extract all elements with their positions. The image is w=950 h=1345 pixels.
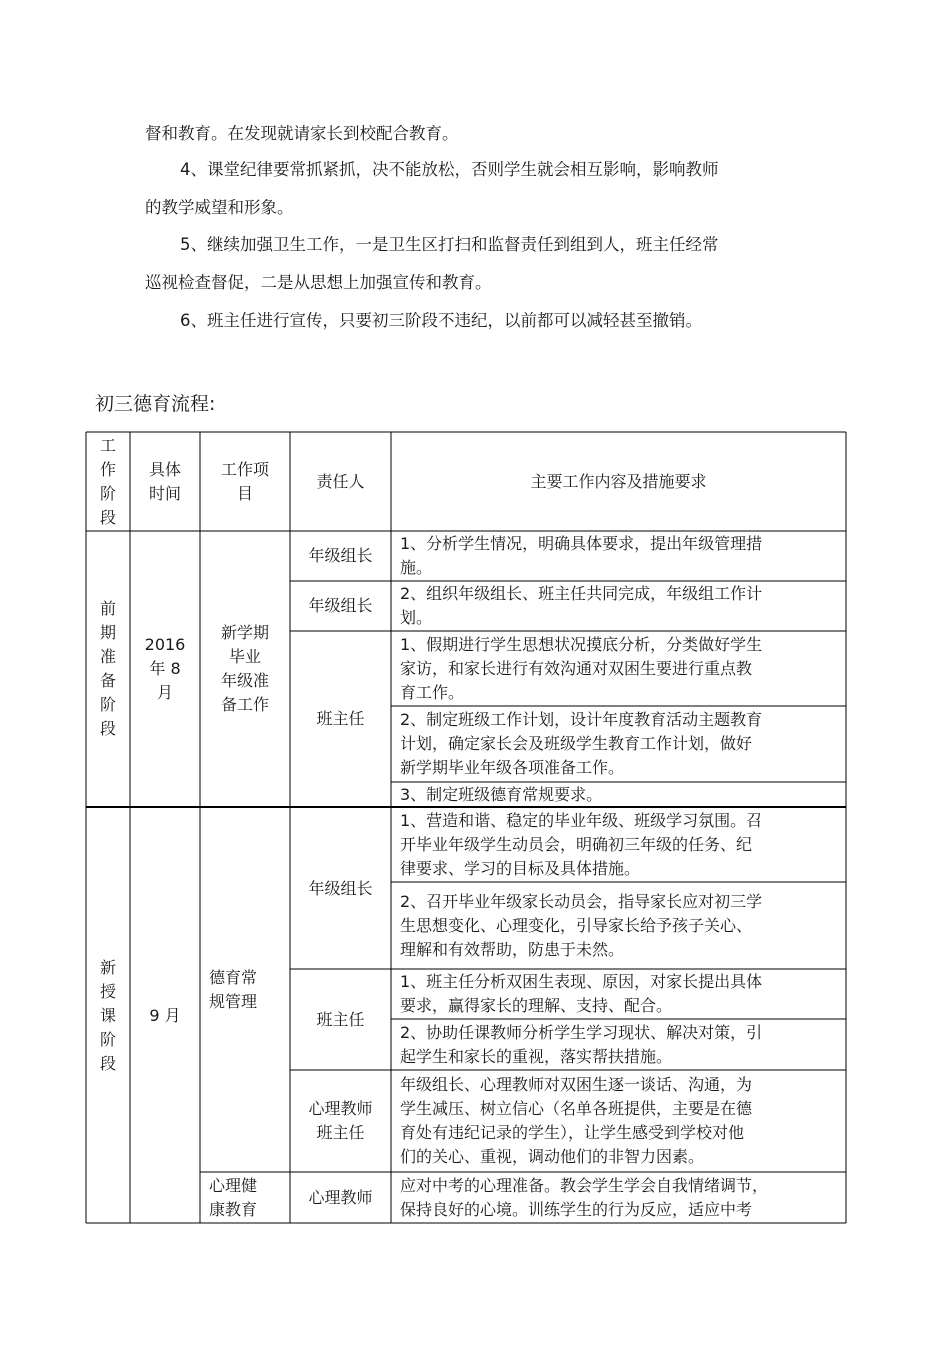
content-cell: 2、组织年级组长、班主任共同完成，年级组工作计 划。	[400, 584, 763, 627]
content-cell: 1、班主任分析双困生表现、原因，对家长提出具体 要求，赢得家长的理解、支持、配合。	[400, 972, 763, 1015]
paragraph-line: 督和教育。在发现就请家长到校配合教育。	[145, 124, 459, 143]
content-cell: 年级组长、心理教师对双困生逐一谈话、沟通，为 学生减压、树立信心（名单各班提供，主要是在德 育处有违纪记录的学生），让学生感受到学校对他 们的关心、重视，调动他们的非智力因素。	[400, 1075, 753, 1166]
paragraph-line: 5、继续加强卫生工作，一是卫生区打扫和监督责任到组到人，班主任经常	[180, 235, 719, 254]
paragraph-line: 的教学威望和形象。	[145, 198, 294, 217]
time-cell: 9 月	[149, 1005, 181, 1025]
header-responsible: 责任人	[316, 471, 365, 491]
header-time: 具体 时间	[148, 459, 181, 503]
project-cell: 德育常 规管理	[209, 968, 258, 1011]
responsible-cell: 心理教师	[308, 1187, 373, 1207]
responsible-cell: 年级组长	[308, 878, 373, 898]
paragraph-line: 4、课堂纪律要常抓紧抓，决不能放松，否则学生就会相互影响，影响教师	[180, 160, 719, 179]
content-cell: 2、制定班级工作计划，设计年度教育活动主题教育 计划，确定家长会及班级学生教育工作计划，做好 新学期毕业年级各项准备工作。	[400, 710, 763, 777]
content-cell: 2、协助任课教师分析学生学习现状、解决对策，引 起学生和家长的重视，落实帮扶措施。	[400, 1022, 763, 1066]
header-project: 工作项 目	[220, 459, 269, 503]
project-cell: 心理健 康教育	[209, 1175, 258, 1219]
header-content: 主要工作内容及措施要求	[530, 471, 707, 491]
content-cell: 2、召开毕业年级家长动员会，指导家长应对初三学 生思想变化、心理变化，引导家长给予孩子关心、 理解和有效帮助，防患于未然。	[400, 891, 763, 959]
header-stage: 工 作 阶 段	[99, 435, 116, 527]
content-cell: 1、分析学生情况，明确具体要求，提出年级管理措 施。	[400, 534, 763, 577]
time-cell: 2016 年 8 月	[144, 635, 186, 702]
content-cell: 1、营造和谐、稳定的毕业年级、班级学习氛围。召 开毕业年级学生动员会，明确初三年级的任务、纪 律要求、学习的目标及具体措施。	[400, 811, 763, 878]
paragraph-line: 巡视检查督促，二是从思想上加强宣传和教育。	[145, 273, 492, 292]
responsible-cell: 班主任	[316, 709, 365, 728]
content-cell: 1、假期进行学生思想状况摸底分析，分类做好学生 家访，和家长进行有效沟通对双困生要进行重点教 育工作。	[400, 634, 763, 702]
content-cell: 3、制定班级德育常规要求。	[400, 784, 603, 804]
content-cell: 应对中考的心理准备。教会学生学会自我情绪调节， 保持良好的心境。训练学生的行为反应，适应中考	[400, 1175, 769, 1219]
section-title: 初三德育流程:	[95, 393, 216, 415]
paragraph-line: 6、班主任进行宣传，只要初三阶段不违纪，以前都可以减轻甚至撤销。	[180, 311, 702, 330]
responsible-cell: 年级组长	[308, 596, 373, 615]
project-cell: 新学期 毕业 年级准 备工作	[220, 623, 269, 714]
stage-cell: 前 期 准 备 阶 段	[99, 599, 116, 738]
stage-cell: 新 授 课 阶 段	[99, 957, 116, 1073]
responsible-cell: 班主任	[316, 1009, 365, 1029]
responsible-cell: 年级组长	[308, 546, 373, 565]
responsible-cell: 心理教师 班主任	[308, 1099, 373, 1142]
